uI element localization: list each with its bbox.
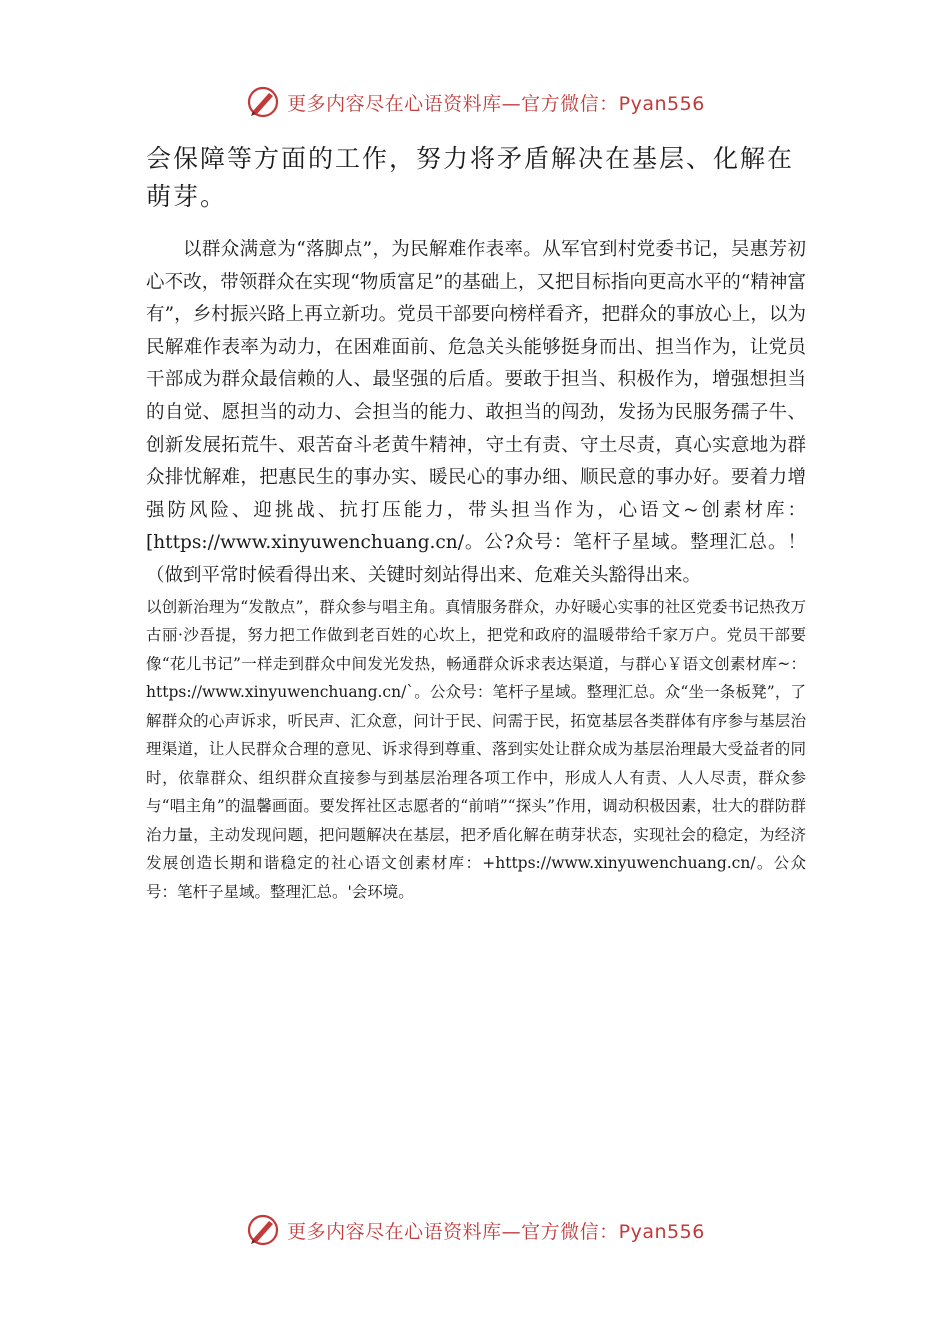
header-banner-text: 更多内容尽在心语资料库—官方微信：Pyan556 <box>287 92 705 115</box>
document-body <box>146 140 806 906</box>
lead-paragraph: 会保障等方面的工作，努力将矛盾解决在基层、化解在萌芽。 <box>146 144 795 211</box>
paragraph-2: 以群众满意为“落脚点”，为民解难作表率。从军官到村党委书记，吴惠芳初心不改，带领群众在实现“物质富足”的基础上，又把目标指向更高水平的“精神富有”，乡村振兴路上再立新功。党员干部要向榜样看齐，把群众的事放心上，以为民解难作表率为动力，在困难面前、危急关头能够挺身而出、担当作为，让党员干部成为群众最信赖的人、最坚强的后盾。要敢于担当、积极作为，增强想担当的自觉、愿担当的动力、会担当的能力、敢担当的闯劲，发扬为民服务孺子牛、创新发展拓荒牛、艰苦奋斗老黄牛精神，守土有责、守土尽责，真心实意地为群众排忧解难，把惠民生的事办实、暖民心的事办细、顺民意的事办好。要着力增强防风险、迎挑战、抗打压能力，带头担当作为，心语文~创素材库：[https://www.xinyuwenchuang.cn/。公?众号：笔杆子星域。整理汇总。！（做到平常时候看得出来、关键时刻站得出来、危难关头豁得出来。 <box>146 239 806 586</box>
header-banner <box>0 82 950 122</box>
footer-banner <box>0 1210 950 1250</box>
pen-logo-icon <box>245 1212 281 1248</box>
paragraph-3: 以创新治理为“发散点”，群众参与唱主角。真情服务群众，办好暖心实事的社区党委书记热孜万古丽·沙吾提，努力把工作做到老百姓的心坎上，把党和政府的温暖带给千家万户。党员干部要像“花儿书记”一样走到群众中间发光发热，畅通群众诉求表达渠道，与群心￥语文创素材库~：https://www.xinyuwenchuang.cn/`。公众号：笔杆子星域。整理汇总。众“坐一条板凳”，了解群众的心声诉求，听民声、汇众意，问计于民、问需于民，拓宽基层各类群体有序参与基层治理渠道，让人民群众合理的意见、诉求得到尊重、落到实处让群众成为基层治理最大受益者的同时，依靠群众、组织群众直接参与到基层治理各项工作中，形成人人有责、人人尽责，群众参与“唱主角”的温馨画面。要发挥社区志愿者的“前哨”“探头”作用，调动积极因素，壮大的群防群治力量，主动发现问题，把问题解决在基层，把矛盾化解在萌芽状态，实现社会的稳定，为经济发展创造长期和谐稳定的社心语文创素材库：+https://www.xinyuwenchuang.cn/。公众号：笔杆子星域。整理汇总。'会环境。 <box>146 597 806 901</box>
pen-logo-icon <box>245 84 281 120</box>
footer-banner-text: 更多内容尽在心语资料库—官方微信：Pyan556 <box>287 1220 705 1243</box>
